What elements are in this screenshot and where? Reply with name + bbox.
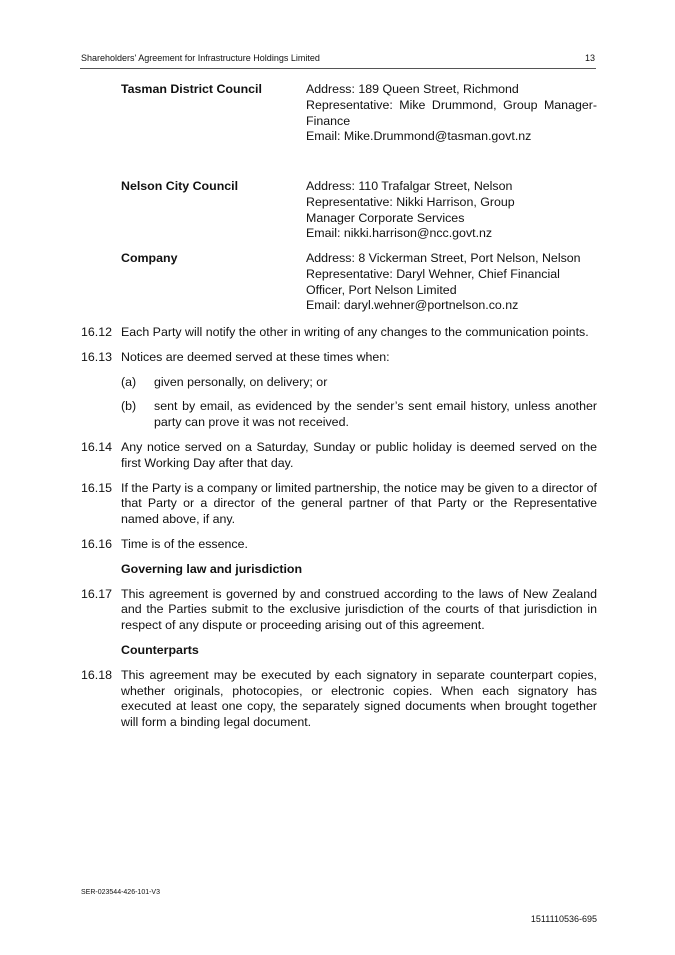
clause-16-13-a — [81, 375, 597, 391]
contact-details — [306, 179, 597, 242]
section-heading-counterparts: Counterparts — [121, 642, 199, 657]
item-text: sent by email, as evidenced by the sender’s sent email history, unless another party can prove it was not received. — [154, 399, 597, 430]
clause-text: Any notice served on a Saturday, Sunday or public holiday is deemed served on the first Working Day after that day. — [121, 439, 597, 470]
clause-text: Each Party will notify the other in writing of any changes to the communication points. — [121, 325, 589, 339]
clause-text: This agreement may be executed by each signatory in separate counterpart copies, whether originals, photocopies, or electronic copies. When each signatory has executed at least one copy, the separately signed documents when brought together will form a binding legal document. — [121, 667, 597, 730]
clause-text: This agreement is governed by and construed according to the laws of New Zealand and the Parties submit to the exclusive jurisdiction of the courts of that jurisdiction in respect of any dispute or proceeding arising out of this agreement. — [121, 586, 597, 633]
contact-party-name: Company — [121, 251, 178, 265]
contact-representative: Representative: Mike Drummond, Group Manager-Finance — [306, 97, 597, 128]
clause-text: Time is of the essence. — [121, 536, 248, 551]
document-id: 1511110536-695 — [530, 914, 597, 924]
clause-number: 16.17 — [81, 586, 113, 601]
contact-table — [121, 82, 597, 314]
clause-text: Notices are deemed served at these times when: — [121, 349, 390, 364]
contact-company — [121, 251, 597, 314]
clause-number: 16.16 — [81, 536, 113, 551]
clause-number: 16.12 — [81, 325, 113, 339]
contact-representative-title: Officer, Port Nelson Limited — [306, 282, 457, 297]
contact-email: Email: daryl.wehner@portnelson.co.nz — [306, 298, 519, 313]
clause-text: If the Party is a company or limited partnership, the notice may be given to a director of that Party or a director of the general partner of that Party or the Representative named above, if any. — [121, 480, 597, 527]
clause-16-16 — [81, 537, 597, 553]
contact-details — [306, 251, 597, 314]
contact-address: Address: 189 Queen Street, Richmond — [306, 82, 519, 96]
clause-number: 16.15 — [81, 480, 113, 495]
contact-representative: Representative: Nikki Harrison, Group — [306, 194, 515, 209]
clause-16-13-b — [81, 399, 597, 431]
contact-representative-title: Manager Corporate Services — [306, 210, 465, 225]
contact-details — [306, 82, 597, 145]
contact-party-name: Nelson City Council — [121, 179, 239, 193]
contact-nelson — [121, 179, 597, 251]
clauses — [81, 325, 597, 731]
page-number: 13 — [584, 53, 595, 63]
page-header — [81, 52, 595, 64]
contact-email: Email: nikki.harrison@ncc.govt.nz — [306, 226, 493, 241]
clause-16-14 — [81, 440, 597, 472]
document-reference: SER-023544-426-101-V3 — [81, 889, 160, 896]
contact-email: Email: Mike.Drummond@tasman.govt.nz — [306, 129, 532, 144]
clause-16-13 — [81, 350, 597, 366]
item-text: given personally, on delivery; or — [154, 374, 328, 389]
contact-party-name: Tasman District Council — [121, 82, 262, 96]
clause-16-18 — [81, 668, 597, 731]
item-number: (a) — [121, 374, 137, 389]
clause-number: 16.14 — [81, 439, 113, 454]
contact-tasman — [121, 82, 597, 179]
header-rule — [80, 68, 596, 69]
clause-number: 16.13 — [81, 349, 113, 364]
clause-16-12 — [81, 325, 597, 341]
clause-16-17 — [81, 587, 597, 634]
clause-number: 16.18 — [81, 667, 113, 682]
contact-address: Address: 8 Vickerman Street, Port Nelson, Nelson — [306, 251, 581, 265]
clause-16-15 — [81, 481, 597, 528]
item-number: (b) — [121, 399, 137, 414]
document-title: Shareholders' Agreement for Infrastructure Holdings Limited — [81, 53, 320, 63]
contact-address: Address: 110 Trafalgar Street, Nelson — [306, 179, 513, 193]
contact-representative: Representative: Daryl Wehner, Chief Financial — [306, 266, 560, 281]
section-heading-governing-law: Governing law and jurisdiction — [121, 561, 303, 576]
